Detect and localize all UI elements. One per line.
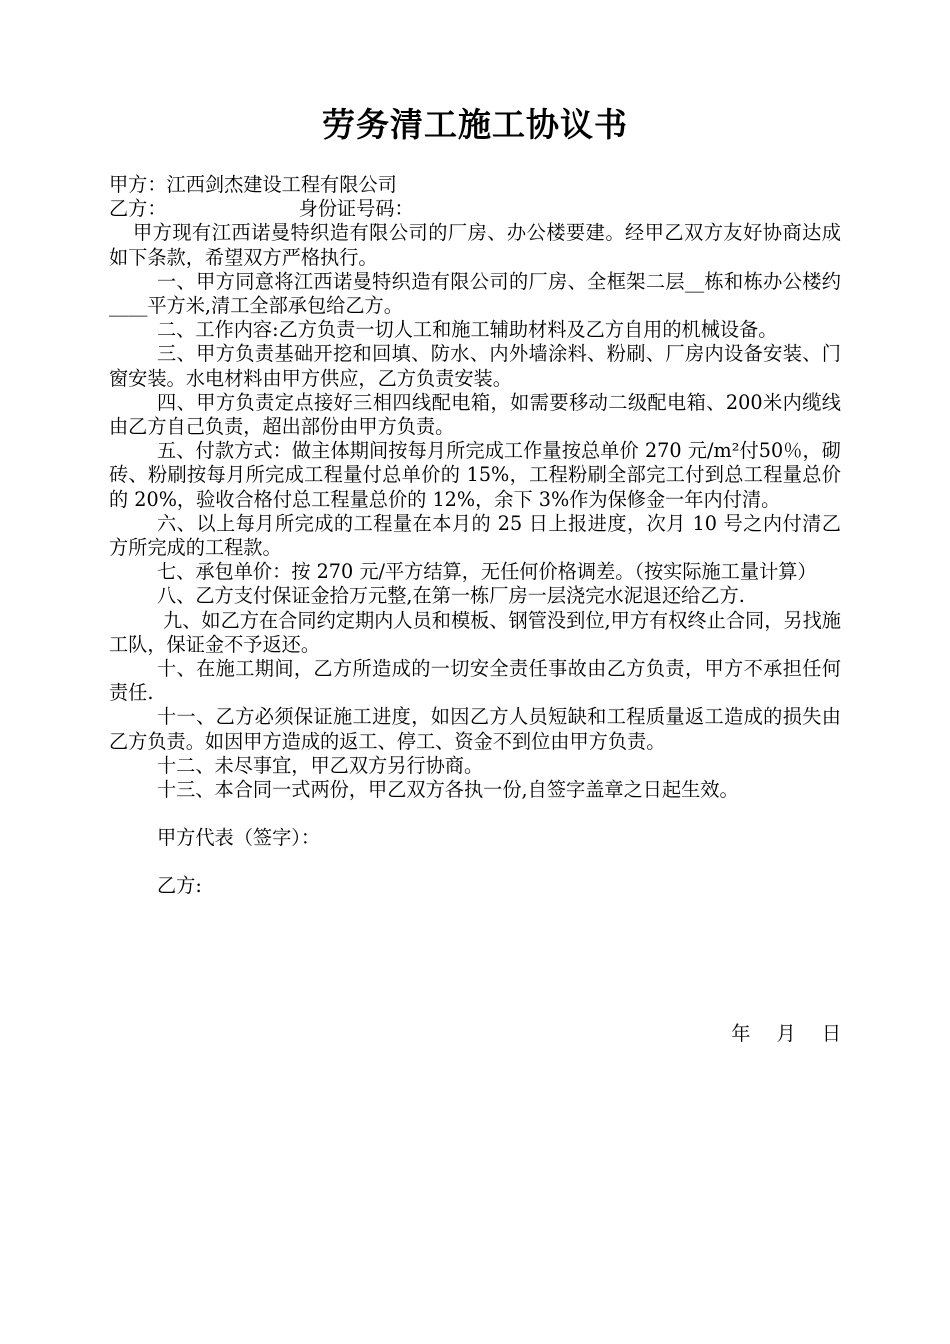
clause-7: 七、承包单价：按 270 元/平方结算，无任何价格调差。（按实际施工量计算） xyxy=(157,560,817,584)
clause-4: 四、甲方负责定点接好三相四线配电箱，如需要移动二级配电箱、200米内缆线由乙方自己负责，超出部份由甲方负责。 xyxy=(109,390,841,439)
clause-8: 八、乙方支付保证金拾万元整,在第一栋厂房一层浇完水泥退还给乙方. xyxy=(157,584,745,608)
clause-11: 十一、乙方必须保证施工进度，如因乙方人员短缺和工程质量返工造成的损失由乙方负责。如因甲方造成的返工、停工、资金不到位由甲方负责。 xyxy=(109,705,841,753)
document-title: 劳务清工施工协议书 xyxy=(322,105,628,144)
clause-9: 九、如乙方在合同约定期内人员和模板、钢管没到位,甲方有权终止合同，另找施工队，保证金不予返还。 xyxy=(109,608,841,656)
clause-1: 一、甲方同意将江西诺曼特织造有限公司的厂房、全框架二层__栋和栋办公楼约____平方米,清工全部承包给乙方。 xyxy=(109,269,841,318)
clause-5: 五、付款方式：做主体期间按每月所完成工作量按总单价 270 元/m²付50％，砌砖、粉刷按每月所完成工程量付总单价的 15%，工程粉刷全部完工付到总工程量总价的 20%，验收合格付总工程量总价的 12%，余下 3%作为保修金一年内付清。 xyxy=(109,439,841,511)
party-b-label: 乙方： xyxy=(109,197,167,221)
id-number-label: 身份证号码： xyxy=(298,197,414,221)
clause-2: 二、工作内容:乙方负责一切人工和施工辅助材料及乙方自用的机械设备。 xyxy=(157,318,778,342)
signature-party-a: 甲方代表（签字）： xyxy=(157,826,321,850)
clause-3: 三、甲方负责基础开挖和回填、防水、内外墙涂料、粉刷、厂房内设备安装、门窗安装。水电材料由甲方供应，乙方负责安装。 xyxy=(109,342,841,390)
clause-13: 十三、本合同一式两份，甲乙双方各执一份,自签字盖章之日起生效。 xyxy=(157,778,739,802)
signing-date xyxy=(711,1022,841,1046)
intro-paragraph: 甲方现有江西诺曼特织造有限公司的厂房、办公楼要建。经甲乙双方友好协商达成如下条款，希望双方严格执行。 xyxy=(109,221,841,269)
clause-6: 六、以上每月所完成的工程量在本月的 25 日上报进度，次月 10 号之内付清乙方所完成的工程款。 xyxy=(109,511,841,560)
party-a-line: 甲方：江西剑杰建设工程有限公司 xyxy=(109,173,397,196)
document-body xyxy=(109,173,841,899)
clause-10: 十、在施工期间，乙方所造成的一切安全责任事故由乙方负责，甲方不承担任何责任. xyxy=(109,657,841,705)
date-day: 日 xyxy=(821,1022,841,1045)
party-b-line xyxy=(109,197,841,221)
date-month: 月 xyxy=(776,1022,796,1045)
signature-party-b: 乙方: xyxy=(157,874,202,898)
date-year: 年 xyxy=(731,1022,751,1045)
clause-12: 十二、未尽事宜，甲乙双方另行协商。 xyxy=(157,753,484,777)
